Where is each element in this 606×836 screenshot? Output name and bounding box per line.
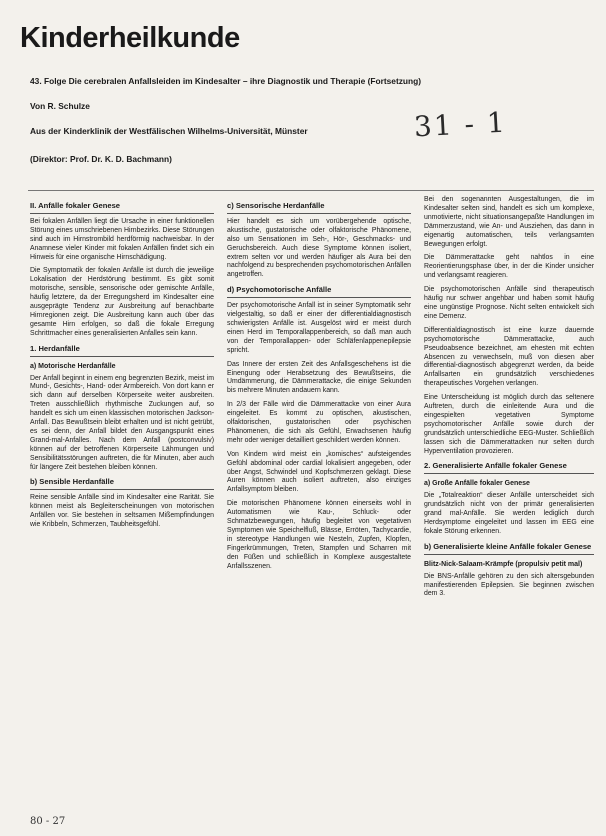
series-line: 43. Folge Die cerebralen Anfallsleiden im Kindesalter – ihre Diagnostik und Therapie (Fortsetzung) (30, 76, 422, 86)
section-heading: II. Anfälle fokaler Genese (30, 202, 214, 214)
author-line: Von R. Schulze (30, 101, 90, 111)
paragraph: Das Innere der ersten Zeit des Anfallsgeschehens ist die Einengung oder Herabsetzung des Bewußtseins, die Umdämmerung, die Dämmerattacke, die einige Sekunden bis mehrere Minuten andauern kann. (227, 360, 411, 395)
column-3 (424, 196, 594, 604)
column-2 (227, 196, 411, 577)
paragraph: Bei fokalen Anfällen liegt die Ursache in einer funktionellen Störung eines umschriebenen Hirnbezirks. Diese Störungen sind auch im Hirnstrombild herdförmig nachweisbar. In der Anamnese vieler Kinder mit fokalen Anfällen findet sich ein Hinweis für eine organische Hirnschädigung. (30, 217, 214, 261)
page-mark: 80 - 27 (30, 816, 66, 827)
paragraph: Reine sensible Anfälle sind im Kindesalter eine Rarität. Sie können meist als Begleiterscheinungen von motorischen Anfällen vor. Sie bestehen in seltsamen Mißempfindungen wie Kribbeln, Schmerzen, Taubheitsgefühl. (30, 494, 214, 529)
institution-line: Aus der Kinderklinik der Westfälischen Wilhelms-Universität, Münster (30, 126, 308, 136)
subsection-heading: a) Motorische Herdanfälle (30, 362, 116, 370)
paragraph: Der psychomotorische Anfall ist in seiner Symptomatik sehr vielgestaltig, so daß er einer der differentialdiagnostisch schwierigsten Anfälle ist. Ausgelöst wird er meist durch einen Herd im Temporallappenbereich, so daß man auch von der Temporallappen- oder Schläfenlappenepilepsie spricht. (227, 302, 411, 354)
paragraph: Die BNS-Anfälle gehören zu den sich altersgebunden manifestierenden Epilepsien. Sie beginnen zwischen dem 3. (424, 572, 594, 598)
subsection-heading: b) Generalisierte kleine Anfälle fokaler Genese (424, 543, 594, 555)
section-heading: 2. Generalisierte Anfälle fokaler Genese (424, 462, 594, 474)
subsection-heading: d) Psychomotorische Anfälle (227, 286, 411, 298)
paragraph: Die motorischen Phänomene können einerseits wohl in Automatismen wie Kau-, Schluck- oder Schmatzbewegungen, häufig begleitet von vegetativen Symptomen wie Speichelfluß, Blässe, Erröten, Tachycardie, in stereotype Handlungen wie Nesteln, Zupfen, Klopfen, Fingerkrümmungen, Treten, Stampfen und Scharren mit den Füßen und schließlich in Komplexe ausgestaltete Anfallsszenen. (227, 500, 411, 570)
paragraph: Hier handelt es sich um vorübergehende optische, akustische, gustatorische oder olfaktorische Phänomene, also um Sensationen im Seh-, Hör-, Geschmacks- und Geruchsbereich. Auch diese Symptome können isoliert, extrem selten vor und werden häufiger als Aura bei den nachfolgend zu besprechenden psychomotorischen Anfällen angetroffen. (227, 217, 411, 279)
column-1 (30, 196, 214, 535)
subsection-heading: Blitz-Nick-Salaam-Krämpfe (propulsiv petit mal) (424, 560, 583, 568)
director-line: (Direktor: Prof. Dr. K. D. Bachmann) (30, 154, 172, 164)
paragraph: Der Anfall beginnt in einem eng begrenzten Bezirk, meist im Mund-, Gesichts-, Hand- oder Armbereich. Von dort kann er sich dann auf derselben Körperseite weiter ausbreiten. Treten ausschließlich rhythmische Zuckungen auf, so handelt es sich um einen klassischen motorischen Jackson-Anfall. Das Bewußtsein bleibt erhalten und ist nicht getrübt, es sei denn, der Anfall bildet den Ausgangspunkt eines Grand-mal-Anfalles. Nach dem Anfall (postconvulsiv) können auf der betroffenen Körperseite Lähmungen und Sensibilitätsstörungen auftreten, die für Minuten, aber auch für längere Zeit bestehen bleiben können. (30, 374, 214, 471)
subsection-heading: c) Sensorische Herdanfälle (227, 202, 411, 214)
section-heading: 1. Herdanfälle (30, 345, 214, 357)
paragraph: In 2/3 der Fälle wird die Dämmerattacke von einer Aura eingeleitet. Es kommt zu optischen, akustischen, olfaktorischen, gustatorischen oder psychischen Phänomenen, die sich als Gefühl, Erwachsenen häufig mehr oder weniger detailliert geschildert werden können. (227, 401, 411, 444)
paragraph: Von Kindern wird meist ein „komisches“ aufsteigendes Gefühl abdominal oder cardial lokalisiert angegeben, oder über Angst, Schwindel und Kopfschmerzen geklagt. Diese Auren können auch isoliert auftreten, also einziges Anfallsymptom bleiben. (227, 450, 411, 494)
paragraph: Die Symptomatik der fokalen Anfälle ist durch die jeweilige Lokalisation der Herdstörung bestimmt. Es gibt somit motorische, sensible, sensorische oder gemischte Anfälle, häufig letztere, da der Erregungsherd im Kindesalter eine ausgeprägte Tendenz zur Ausbreitung auf benachbarte Hirnregionen zeigt. Die Ausbreitung kann auch über das gesamte Hirn erfolgen, so daß die fokale Erregung Schrittmacher eines generalisierten Anfalles sein kann. (30, 267, 214, 337)
handwritten-note: 31 - 1 (413, 105, 508, 144)
journal-section-title: Kinderheilkunde (20, 22, 240, 54)
paragraph: Die Dämmerattacke geht nahtlos in eine Reorientierungsphase über, in der die Kinder unsicher und verlangsamt reagieren. (424, 254, 594, 280)
paragraph: Bei den sogenannten Ausgestaltungen, die im Kindesalter selten sind, handelt es sich um komplexe, unmotivierte, nicht situationsangepaßte Handlungen im Dämmerzustand, wie An- und Ausziehen, das dann in eigenartig automatischen, teils verlangsamten Bewegungen erfolgt. (424, 196, 594, 248)
subsection-heading: a) Große Anfälle fokaler Genese (424, 480, 530, 488)
subsection-heading: b) Sensible Herdanfälle (30, 478, 214, 490)
paragraph: Eine Unterscheidung ist möglich durch das seltenere Auftreten, durch die einleitende Aura und die eingespielten vegetativen Symptome psychomotorischer Anfälle sowie durch der grundsätzlich unterschiedliche EEG-Muster. Schließlich lassen sich die Dämmerattacken nur selten durch Hyperventilation provozieren. (424, 394, 594, 455)
paragraph: Differentialdiagnostisch ist eine kurze dauernde psychomotorische Dämmerattacke, auch Pseudoabsence bezeichnet, am ehesten mit echten Absencen zu verwechseln, muß von diesen aber differential-diagnostisch abgegrenzt werden, da beide Anfallsarten ein grundsätzlich verschiedenes therapeutisches Vorgehen verlangen. (424, 326, 594, 388)
header-divider (28, 190, 594, 191)
paragraph: Die „Totalreaktion“ dieser Anfälle unterscheidet sich grundsätzlich nicht von der primär generalisierten grand mal-Anfälle. Sie werden lediglich durch Herdsymptome eingeleitet und lassen im EEG eine fokale Störung erkennen. (424, 492, 594, 535)
paragraph: Die psychomotorischen Anfälle sind therapeutisch häufig nur schwer angehbar und haben somit häufig eine ungünstige Prognose. Nicht selten entwickelt sich eine Demenz. (424, 286, 594, 320)
